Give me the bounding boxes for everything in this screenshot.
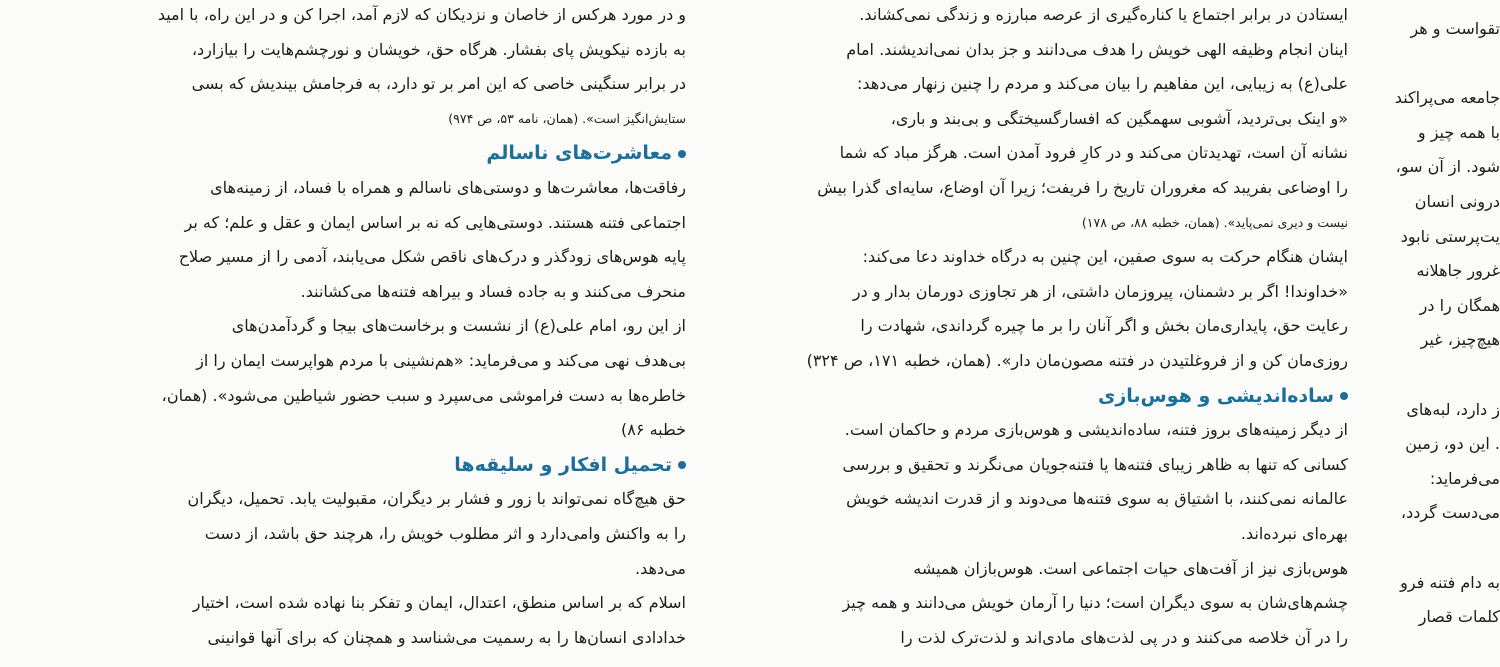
text-line: رفاقت‌ها، معاشرت‌ها و دوستی‌های ناسالم و همراه با فساد، از زمینه‌های (210, 178, 686, 197)
bullet-icon (1340, 392, 1348, 400)
text-line: ستایش‌انگیز است». (همان، نامه ۵۳، ص ۹۷۴) (448, 110, 686, 126)
section-heading (60, 138, 686, 168)
text-line: بی‌هدف نهی می‌کند و می‌فرماید: «هم‌نشینی با مردم هواپرست ایمان را از (196, 351, 686, 370)
text-line: خدادادی انسان‌ها را به رسمیت می‌شناسد و همچنان که برای آنها قوانینی (207, 627, 686, 647)
text-line: از دیگر زمینه‌های بروز فتنه، ساده‌اندیشی و هوس‌بازی مردم و حاکمان است. (844, 420, 1348, 440)
bullet-icon (678, 461, 686, 469)
text-line: با همه چیز و (1417, 122, 1500, 142)
text-line: ایستادن در برابر اجتماع یا کناره‌گیری از عرصه مبارزه و زندگی نمی‌کشاند. (859, 5, 1348, 24)
text-line: کلمات قصار (1418, 607, 1500, 627)
bullet-icon (678, 150, 686, 158)
text-line: را اوضاعی بفریبد که مغروران تاریخ را فریفت؛ زیرا آن اوضاع، سایه‌ای گذرا بیش (817, 178, 1348, 197)
text-line (1362, 49, 1500, 79)
text-line: هیچ‌چیز، غیر (1420, 330, 1500, 350)
section-heading (60, 450, 686, 480)
text-line: نیست و دیری نمی‌پاید». (همان، خطبه ۸۸، ص ۱۷۸) (1081, 214, 1348, 230)
text-line: ز دارد، لبه‌های (1406, 399, 1500, 419)
column-middle (718, 0, 1348, 667)
column-right (1362, 0, 1500, 667)
text-line: می‌دهد. (635, 558, 686, 578)
text-line: می‌فرماید: (1429, 468, 1500, 488)
text-line: همگان را در (1419, 295, 1500, 315)
text-line: به دام فتنه فرو (1400, 572, 1500, 592)
text-line: بهره‌ای نبرده‌اند. (1240, 524, 1348, 543)
heading-text: ساده‌اندیشی و هوس‌بازی (1097, 384, 1334, 407)
heading-text: معاشرت‌های ناسالم (486, 142, 672, 165)
text-line: و در مورد هرکس از خاصان و نزدیکان که لازم آمد، اجرا کن و در این راه، با امید (157, 5, 686, 24)
text-line: ایشان هنگام حرکت به سوی صفین، این چنین به درگاه خداوند دعا می‌کند: (862, 247, 1348, 267)
text-line: اجتماعی فتنه هستند. دوستی‌هایی که نه بر اساس ایمان و عقل و علم؛ که بر (184, 212, 686, 232)
text-line: به بازده نیکویش پای بفشار. هرگاه حق، خویشان و نورچشم‌هایت را بیازارد، (191, 39, 686, 59)
text-line: را در آن خلاصه می‌کنند و در پی لذت‌های مادی‌اند و لذت‌ترک لذت را (900, 627, 1348, 647)
text-line: علی(ع) به زیبایی، این مفاهیم را بیان می‌کند و مردم را چنین زنهار می‌دهد: (856, 74, 1348, 94)
text-line (1362, 360, 1500, 390)
text-line: خطبه ۸۶) (621, 420, 686, 440)
text-line: خاطره‌ها به دست فراموشی می‌سپرد و سبب حضور شیاطین می‌شود». (همان، (161, 385, 686, 405)
text-line: حق هیچ‌گاه نمی‌تواند با زور و فشار بر دیگران، مقبولیت یابد. تحمیل، دیگران (187, 489, 686, 509)
text-line: اینان انجام وظیفه الهی خویش را هدف می‌دانند و جز بدان نمی‌اندیشند. امام (846, 39, 1348, 59)
text-line: جامعه می‌پراکند (1394, 88, 1500, 108)
text-line: روزی‌مان کن و از فروغلتیدن در فتنه مصون‌مان دار». (همان، خطبه ۱۷۱، ص ۳۲۴) (806, 351, 1348, 370)
text-line: از این رو، امام علی(ع) از نشست و برخاست‌های بیجا و گردآمدن‌های (231, 316, 686, 336)
column-left (60, 0, 686, 667)
text-line: درونی انسان (1414, 192, 1500, 211)
text-line: «خداوندا! اگر بر دشمنان، پیروزمان داشتی، از هر تجاوزی دورمان بدار و در (852, 281, 1348, 301)
text-line: کسانی که تنها به ظاهر زیبای فتنه‌ها یا فتنه‌جویان می‌نگرند و تحقیق و بررسی (842, 454, 1348, 474)
text-line: تقواست و هر (1410, 19, 1500, 38)
text-line: می‌دست گردد، (1400, 503, 1500, 523)
text-line: منحرف می‌کنند و به جاده فساد و بیراهه فتنه‌ها می‌کشانند. (300, 281, 686, 301)
text-line: . این دو، زمین (1405, 434, 1500, 454)
text-line: چشم‌های‌شان به سوی دیگران است؛ دنیا را آرمان خویش می‌دانند و همه چیز (842, 593, 1348, 613)
text-line: غرور جاهلانه (1416, 261, 1500, 281)
text-line: نشانه آن است، تهدیدتان می‌کند و در کارِ فرود آمدن است. هرگز مباد که شما (839, 143, 1348, 163)
text-line: هوس‌بازی نیز از آفت‌های حیات اجتماعی است. هوس‌بازان همیشه (913, 558, 1348, 578)
text-line: را به واکنش وامی‌دارد و اثر مطلوب خویش را، هرچند حق باشد، از دست (204, 524, 686, 543)
text-line: شود. از آن سو، (1395, 157, 1500, 177)
text-line: «و اینک بی‌تردید، آشوبی سهمگین که افسارگسیختگی و بی‌بند و باری، (890, 108, 1348, 128)
text-line: پایه هوس‌های زودگذر و درک‌های ناقص شکل می‌یابند، آدمی را از مسیر صلاح (178, 247, 686, 267)
text-line: اسلام که بر اساس منطق، اعتدال، ایمان و تفکر بنا نهاده شده است، اختیار (192, 593, 686, 613)
text-line: رعایت حق، پایداری‌مان بخش و اگر آنان را بر ما چیره گرداندی، شهادت را (860, 316, 1348, 336)
text-line (1362, 533, 1500, 563)
text-line: یت‌پرستی نابود (1400, 226, 1500, 246)
section-heading (718, 381, 1348, 411)
heading-text: تحمیل افکار و سلیقه‌ها (454, 453, 672, 476)
text-line: در برابر سنگینی خاصی که این امر بر تو دارد، به فرجامش بیندیش که بسی (191, 74, 686, 94)
text-line: عالمانه نمی‌کنند، با اشتیاق به سوی فتنه‌ها می‌دوند و از قدرت اندیشه خویش (846, 489, 1348, 509)
